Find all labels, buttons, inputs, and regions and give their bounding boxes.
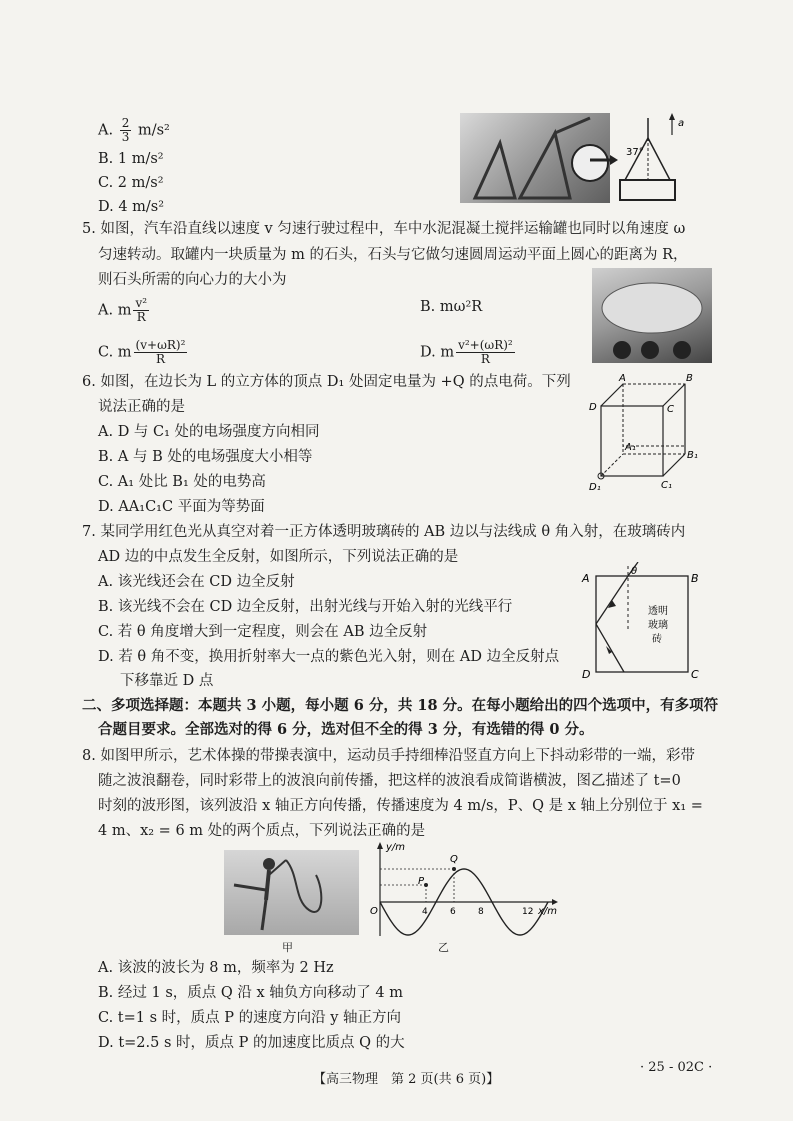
fraction-num: v²+(ωR)² [458,338,513,352]
fraction-den: R [480,352,490,366]
fraction-den: R [155,352,165,366]
glass-text-3: 砖 [652,634,662,645]
q5-option-a-fraction [133,297,149,324]
q8-stem-line2: 随之波浪翻卷，同时彩带上的波浪向前传播，把这样的波浪看成简谐横波，图乙描述了 t=0 [98,773,681,789]
q7-stem-line2: AD 边的中点发生全反射，如图所示，下列说法正确的是 [98,549,459,565]
q6-option-c: C. A₁ 处比 B₁ 处的电势高 [98,474,266,490]
wave-graph [366,840,566,940]
q6-stem-line1: 6. 如图，在边长为 L 的立方体的顶点 D₁ 处固定电量为 +Q 的点电荷。下列 [82,374,571,390]
q7-option-b: B. 该光线不会在 CD 边全反射，出射光线与开始入射的光线平行 [98,599,513,615]
q6-option-a: A. D 与 C₁ 处的电场强度方向相同 [98,424,320,440]
wave-origin: O [370,906,378,917]
q7-option-d-cont: 下移靠近 D 点 [120,673,214,689]
q4-option-a-prefix: A. [98,122,114,139]
q8-option-d: D. t=2.5 s 时，质点 P 的加速度比质点 Q 的大 [98,1035,405,1051]
cube-label-b: B [686,373,693,384]
q8-option-a: A. 该波的波长为 8 m，频率为 2 Hz [98,960,334,976]
q5-stem-line2: 匀速转动。取罐内一块质量为 m 的石头，石头与它做匀速圆周运动平面上圆心的距离为 R， [98,247,688,263]
q4-accel-label: a [678,118,685,129]
q8-option-c: C. t=1 s 时，质点 P 的速度方向沿 y 轴正方向 [98,1010,402,1026]
wave-ylabel: y/m [386,842,406,853]
wave-tick-4: 4 [422,907,428,917]
q5-option-c-fraction [134,339,188,366]
q4-option-a-unit: m/s² [137,122,170,139]
wave-tick-12: 12 [522,907,534,917]
mixer-truck-photo [592,268,712,363]
wave-tick-6: 6 [450,907,456,917]
mixer-truck-sketch [592,268,712,363]
fig-label-yi: 乙 [438,941,449,954]
q4-option-a-fraction [120,117,132,144]
q7-option-a: A. 该光线还会在 CD 边全反射 [98,574,295,590]
cube-label-d1: D₁ [589,482,601,493]
fig-label-jia: 甲 [282,941,293,954]
q5-option-d-fraction [456,339,515,366]
q5-option-a [98,297,151,324]
q5-option-c-prefix: C. m [98,344,132,361]
section2-heading-line1: 二、多项选择题：本题共 3 小题，每小题 6 分，共 18 分。在每小题给出的四个选项中，有多项符 [82,697,719,714]
q5-stem-line3: 则石头所需的向心力的大小为 [98,272,287,288]
page-footer: 【高三物理 第 2 页(共 6 页)】 [313,1072,500,1087]
glass-label-theta: θ [631,566,638,577]
gymnast-sketch [224,850,359,935]
wave-label-p: P [418,876,425,887]
fraction-den: 3 [121,130,130,144]
crane-sketch [460,113,610,203]
q7-stem-line1: 7. 某同学用红色光从真空对着一正方体透明玻璃砖的 AB 边以与法线成 θ 角入射，在玻璃砖内 [82,524,686,540]
q5-option-c [98,339,189,366]
fraction-num: (v+ωR)² [135,338,186,352]
glass-label-c: C [691,668,699,681]
q8-stem-line3: 时刻的波形图，该列波沿 x 轴正方向传播，传播速度为 4 m/s，P、Q 是 x 轴上分别位于 x₁ = [98,798,703,814]
cube-label-b1: B₁ [687,450,698,461]
q5-option-d-prefix: D. m [420,344,455,361]
cube-label-a1: A₁ [625,442,636,453]
q6-option-d: D. AA₁C₁C 平面为等势面 [98,499,265,515]
point-q [452,867,456,871]
q5-option-b: B. mω²R [420,299,483,315]
q6-option-b: B. A 与 B 处的电场强度大小相等 [98,449,313,465]
q8-stem-line4: 4 m、x₂ = 6 m 处的两个质点，下列说法正确的是 [98,823,426,839]
gymnast-photo [224,850,359,935]
fraction-den: R [136,310,146,324]
cube-label-a: A [619,373,626,384]
section2-heading-line2: 合题目要求。全部选对的得 6 分，选对但不全的得 3 分，有选错的得 0 分。 [98,721,594,738]
q6-stem-line2: 说法正确的是 [98,399,185,415]
q5-stem-line1: 5. 如图，汽车沿直线以速度 v 匀速行驶过程中，车中水泥混凝土搅拌运输罐也同时以角速度 ω [82,221,686,237]
wave-tick-8: 8 [478,907,484,917]
q7-option-d: D. 若 θ 角不变，换用折射率大一点的紫色光入射，则在 AD 边全反射点 [98,649,560,665]
q4-option-a [98,117,170,144]
wave-label-q: Q [450,854,458,865]
q5-option-d [420,339,517,366]
cube-label-d: D [589,402,597,413]
q8-option-b: B. 经过 1 s，质点 Q 沿 x 轴负方向移动了 4 m [98,985,403,1001]
point-p [424,883,428,887]
crane-photo [460,113,610,203]
cube-diagram [585,372,705,497]
glass-label-b: B [691,572,699,585]
exam-code: · 25 - 02C · [640,1060,713,1075]
q4-option-d: D. 4 m/s² [98,199,165,215]
glass-label-d: D [582,668,591,681]
q7-option-c: C. 若 θ 角度增大到一定程度，则会在 AB 边全反射 [98,624,428,640]
glass-label-a: A [582,572,590,585]
q5-option-a-prefix: A. m [98,302,132,319]
q8-stem-line1: 8. 如图甲所示，艺术体操的带操表演中，运动员手持细棒沿竖直方向上下抖动彩带的一端，彩带 [82,748,695,764]
fraction-num: 2 [121,116,130,130]
glass-text-2: 玻璃 [648,620,668,631]
fraction-num: v² [135,296,148,310]
q4-angle-label: 37° [626,147,644,158]
glass-block-diagram [576,562,706,687]
cube-label-c1: C₁ [661,480,672,491]
glass-text-1: 透明 [648,606,668,617]
wave-xlabel: x/m [538,906,558,917]
cube-label-c: C [667,404,674,415]
q4-option-c: C. 2 m/s² [98,175,164,191]
q4-force-diagram [590,110,710,205]
q4-option-b: B. 1 m/s² [98,151,164,167]
